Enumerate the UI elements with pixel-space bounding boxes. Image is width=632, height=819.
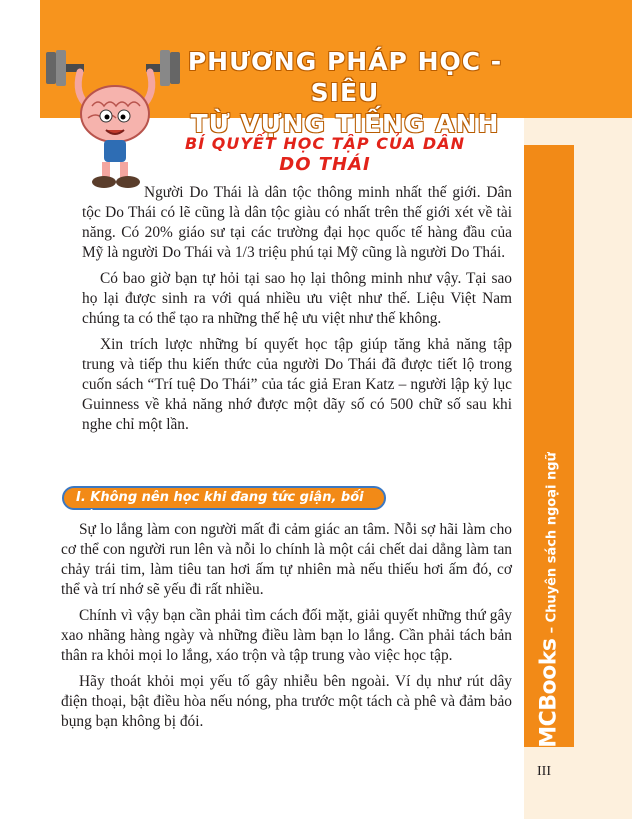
subheading-pill: I. Không nên học khi đang tức giận, bối rối: [62, 486, 386, 510]
paragraph: Xin trích lược những bí quyết học tập giúp tăng khả năng tập trung và tiếp thu kiến thức của người Do Thái đã được tiết lộ trong cuốn sách “Trí tuệ Do Thái” của tác giả Eran Katz – người lập kỷ lục Guinness về khả năng nhớ được một dãy số có 500 chữ số sau khi nghe chỉ một lần.: [82, 336, 512, 433]
section-heading-line2: DO THÁI: [279, 154, 371, 175]
brand-name: MCBooks: [536, 638, 562, 748]
paragraph: Chính vì vậy bạn cần phải tìm cách đối mặt, giải quyết những thứ gây xao nhãng hàng ngày và những điều làm bạn lo lắng. Cần phải tách bản thân ra khỏi mọi lo lắng, xáo trộn và tập trung vào việc học tập.: [61, 607, 512, 664]
paragraph: Hãy thoát khỏi mọi yếu tố gây nhiễu bên ngoài. Ví dụ như rút dây điện thoại, bật điều hòa nếu nóng, pha trước một tách cà phê và đảm bảo bụng bạn không bị đói.: [61, 673, 512, 730]
paragraph: Sự lo lắng làm con người mất đi cảm giác an tâm. Nỗi sợ hãi làm cho cơ thể con người run lên và nỗi lo chính là một cái chết dai dẳng làm tan chảy trái tim, làm tiêu tan hơi ấm tự nhiên mà nếu thiếu hơi ấm đó, cơ thể và trí nhớ sẽ yếu đi rất nhiều.: [61, 521, 512, 598]
book-title-line2: TỪ VỰNG TIẾNG ANH: [190, 109, 500, 138]
brand-tagline: – Chuyên sách ngoại ngữ: [544, 452, 560, 634]
body-text: [61, 520, 512, 738]
section-heading: [130, 134, 520, 176]
paragraph: Người Do Thái là dân tộc thông minh nhất thế giới. Dân tộc Do Thái có lẽ cũng là dân tộc giàu có nhất trên thế giới xét về tài năng. Có 20% giáo sư tại các trường đại học quốc tế hàng đầu của Mỹ là người Do Thái và 1/3 triệu phú tại Mỹ cũng là người Do Thái.: [82, 184, 512, 261]
section-heading-line1: BÍ QUYẾT HỌC TẬP CỦA DÂN: [185, 134, 465, 153]
book-title-line1: PHƯƠNG PHÁP HỌC - SIÊU: [187, 47, 503, 107]
paragraph: Có bao giờ bạn tự hỏi tại sao họ lại thông minh như vậy. Tại sao họ lại được sinh ra với quá nhiều ưu việt như thế. Liệu Việt Nam chúng ta có thể tạo ra những thế hệ ưu việt như thế không.: [82, 270, 512, 327]
intro-text: [82, 183, 512, 441]
book-title: [170, 46, 520, 139]
page-number: III: [537, 764, 551, 779]
